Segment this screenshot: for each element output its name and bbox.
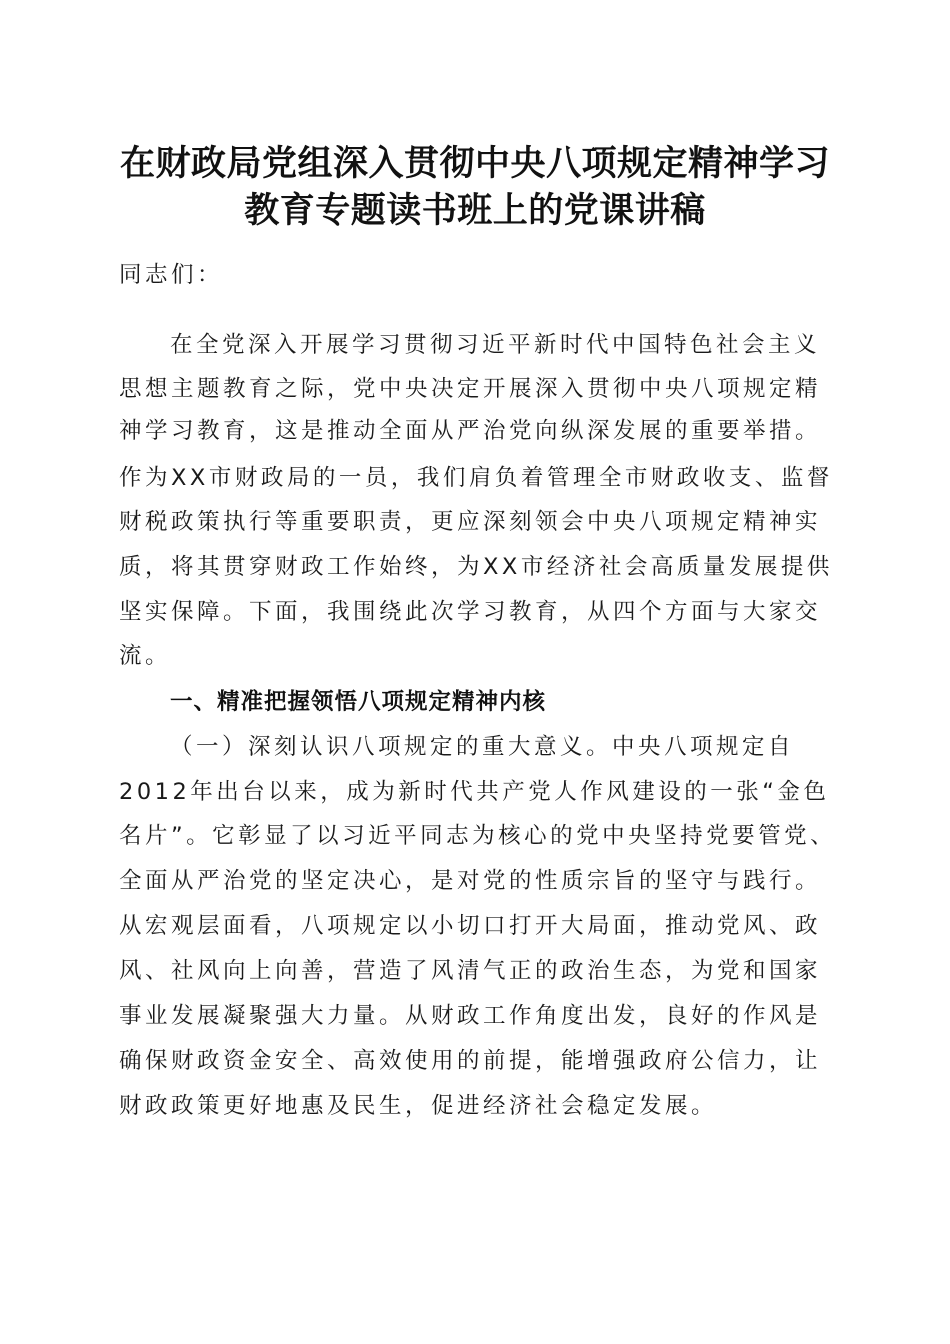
body-line: 流。	[119, 643, 172, 669]
body-line: 作为XX市财政局的一员，我们肩负着管理全市财政收支、监督	[119, 465, 833, 491]
body-line: 思想主题教育之际，党中央决定开展深入贯彻中央八项规定精	[119, 376, 822, 402]
body-line: 质，将其贯穿财政工作始终，为XX市经济社会高质量发展提供	[119, 554, 833, 580]
body-line: 在全党深入开展学习贯彻习近平新时代中国特色社会主义	[170, 332, 821, 358]
subsection-line: 名片”。它彰显了以习近平同志为核心的党中央坚持党要管党、	[119, 823, 837, 849]
subsection-line: 全面从严治党的坚定决心，是对党的性质宗旨的坚守与践行。	[119, 868, 822, 894]
body-line: 神学习教育，这是推动全面从严治党向纵深发展的重要举措。	[119, 418, 822, 444]
document-title-line-2: 教育专题读书班上的党课讲稿	[244, 190, 706, 231]
subsection-line: 从宏观层面看，八项规定以小切口打开大局面，推动党风、政	[119, 913, 822, 939]
section-heading: 一、精准把握领悟八项规定精神内核	[170, 689, 547, 715]
body-line: 坚实保障。下面，我围绕此次学习教育，从四个方面与大家交	[119, 599, 822, 625]
subsection-line: 风、社风向上向善，营造了风清气正的政治生态，为党和国家	[119, 958, 822, 984]
subsection-line: 2012年出台以来，成为新时代共产党人作风建设的一张“金色	[119, 779, 830, 805]
body-line: 财税政策执行等重要职责，更应深刻领会中央八项规定精神实	[119, 509, 822, 535]
subsection-line: 财政政策更好地惠及民生，促进经济社会稳定发展。	[119, 1093, 718, 1119]
subsection-line: 事业发展凝聚强大力量。从财政工作角度出发，良好的作风是	[119, 1003, 822, 1029]
subsection-line: （一）深刻认识八项规定的重大意义。中央八项规定自	[170, 734, 795, 760]
subsection-line: 确保财政资金安全、高效使用的前提，能增强政府公信力，让	[119, 1048, 822, 1074]
document-title-line-1: 在财政局党组深入贯彻中央八项规定精神学习	[119, 143, 830, 184]
salutation: 同志们：	[119, 262, 224, 288]
